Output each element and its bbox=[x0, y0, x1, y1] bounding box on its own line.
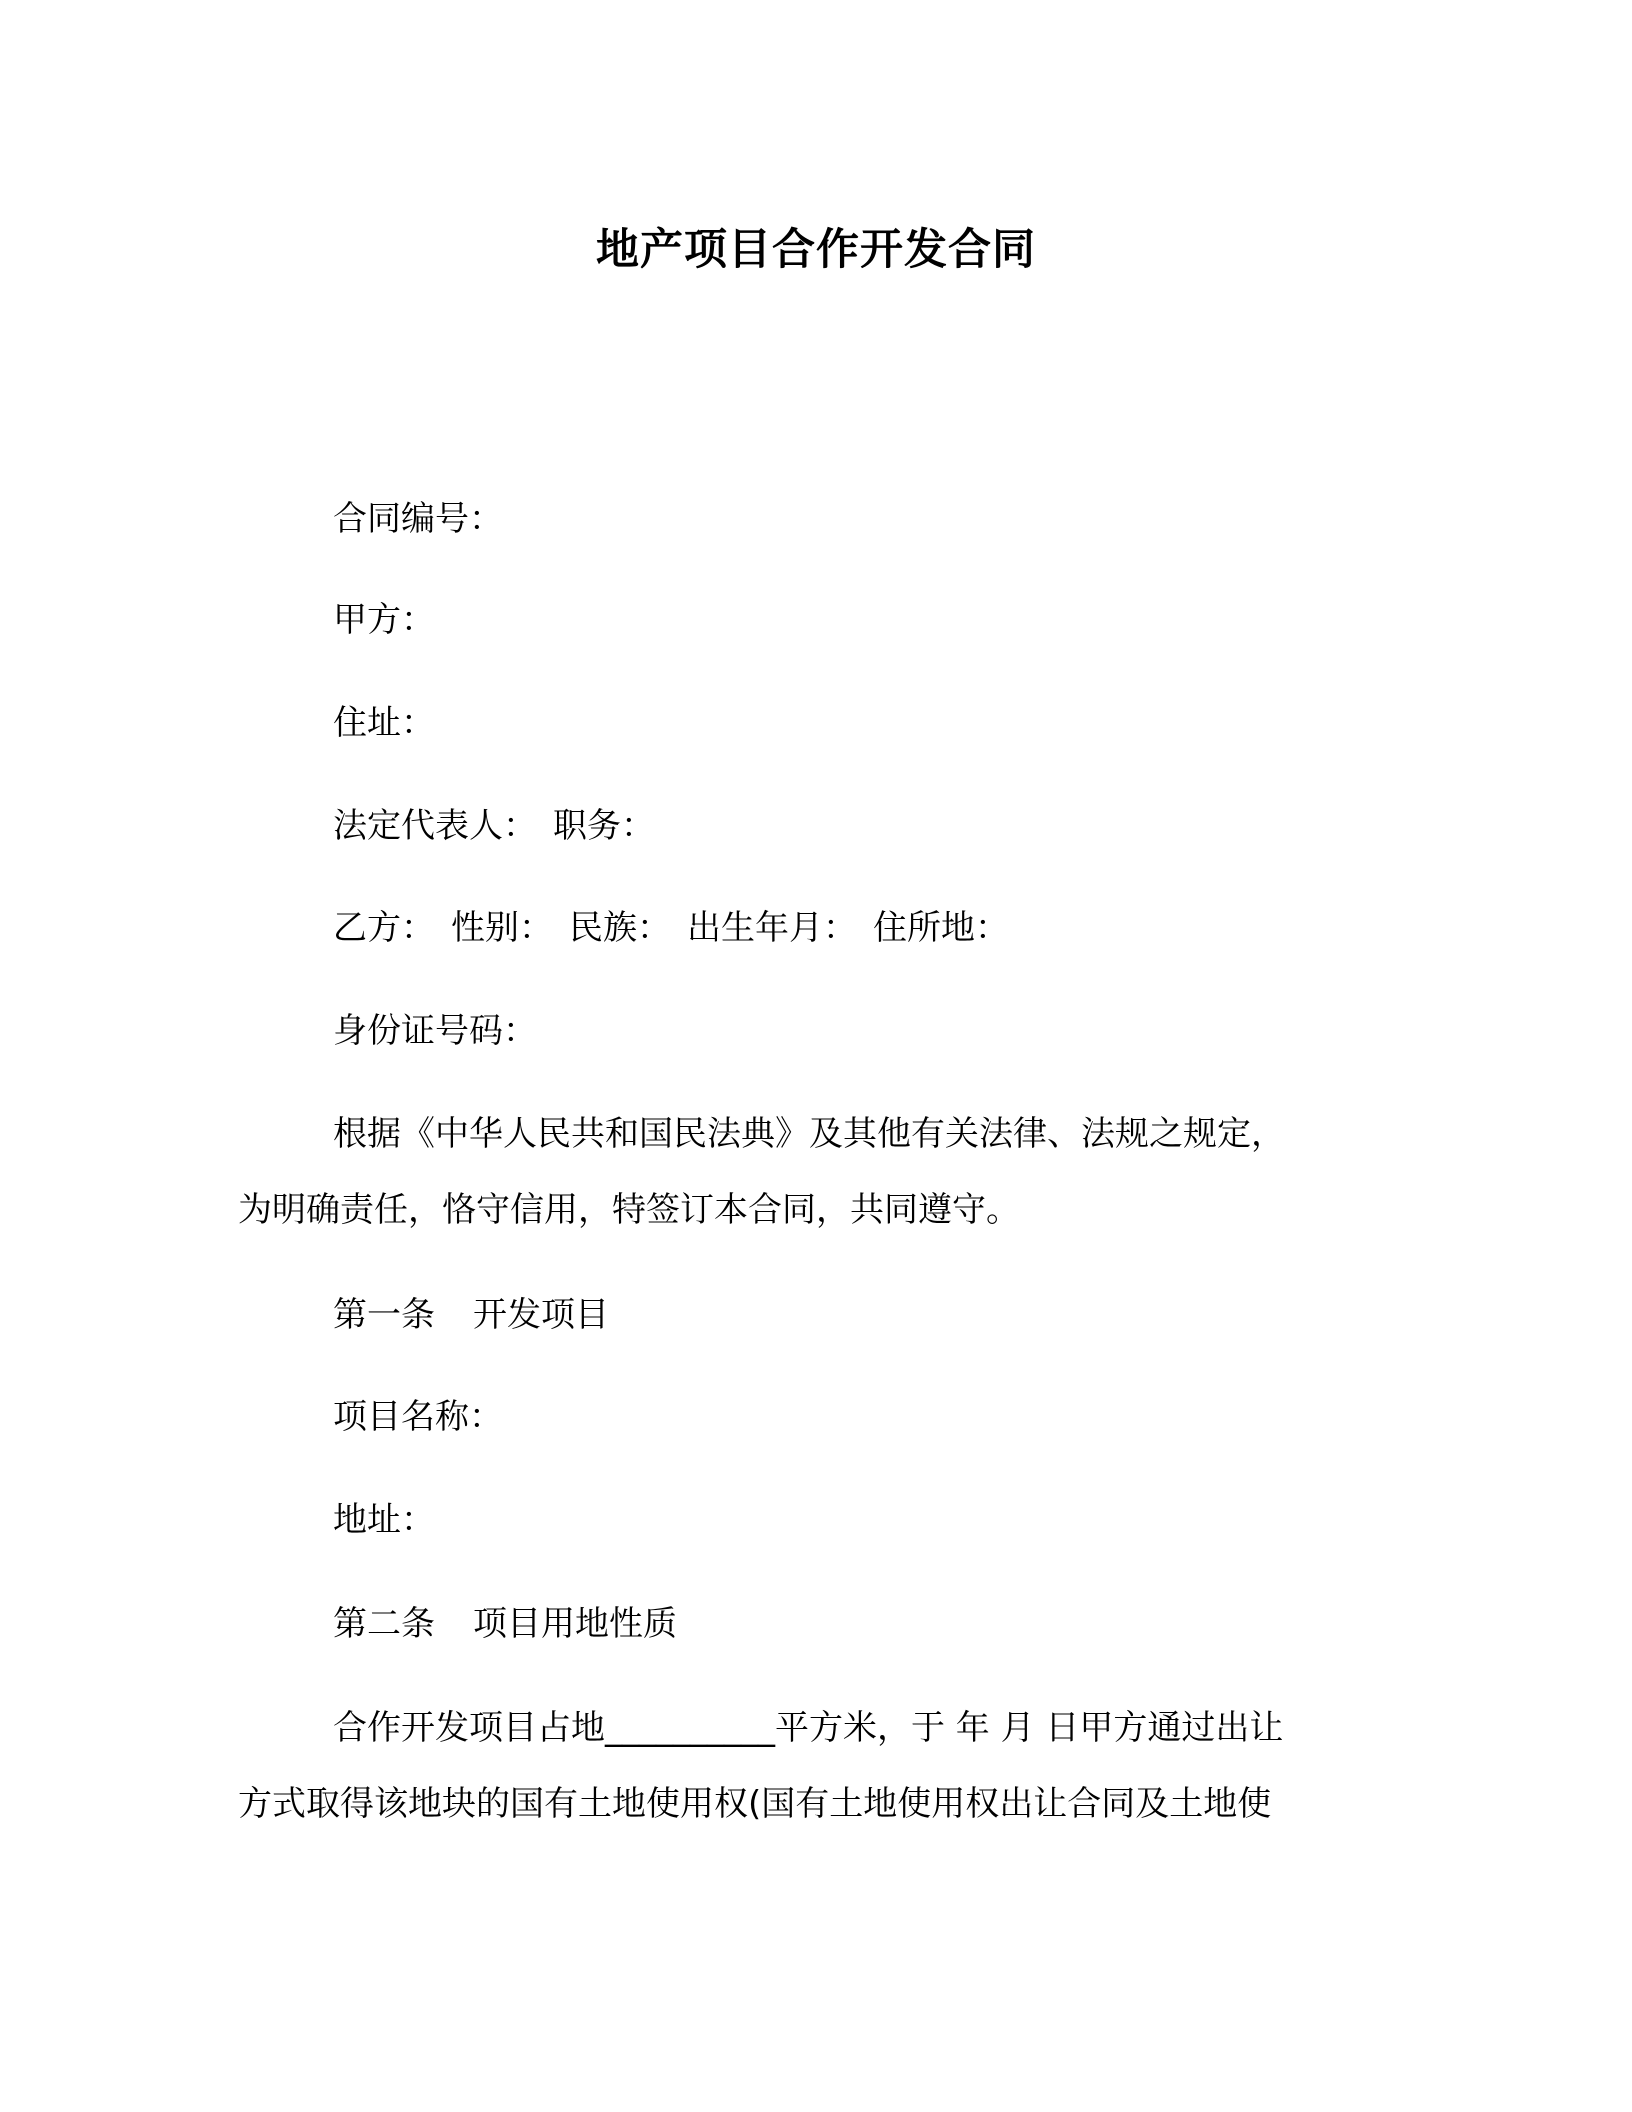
article-2-heading bbox=[333, 1602, 677, 1646]
article-1-number: 第一条 bbox=[333, 1295, 435, 1335]
document-title: 地产项目合作开发合同 bbox=[596, 225, 1036, 275]
preamble-line-2: 为明确责任，恪守信用，特签订本合同，共同遵守。 bbox=[238, 1190, 1020, 1230]
article-1-heading bbox=[333, 1293, 609, 1337]
address-line: 住址： bbox=[333, 703, 435, 743]
birth-label: 出生年月： bbox=[687, 908, 857, 948]
position-label: 职务： bbox=[553, 806, 655, 846]
preamble-line-1: 根据《中华人民共和国民法典》及其他有关法律、法规之规定， bbox=[333, 1114, 1285, 1154]
contract-number-line: 合同编号： bbox=[333, 499, 503, 539]
article-2-number: 第二条 bbox=[333, 1604, 435, 1644]
legal-representative-line bbox=[333, 804, 655, 848]
id-number-line: 身份证号码： bbox=[333, 1011, 537, 1051]
party-b-line bbox=[333, 906, 1009, 950]
legal-rep-label: 法定代表人： bbox=[333, 806, 537, 846]
gender-label: 性别： bbox=[451, 908, 553, 948]
article-1-title: 开发项目 bbox=[473, 1295, 609, 1335]
project-name-line: 项目名称： bbox=[333, 1397, 503, 1437]
party-b-label: 乙方： bbox=[333, 908, 435, 948]
body-line-1: 合作开发项目占地__________平方米，于 年 月 日甲方通过出让 bbox=[333, 1708, 1284, 1748]
party-a-line: 甲方： bbox=[333, 600, 435, 640]
ethnicity-label: 民族： bbox=[569, 908, 671, 948]
article-2-title: 项目用地性质 bbox=[473, 1604, 677, 1644]
residence-label: 住所地： bbox=[873, 908, 1009, 948]
project-address-line: 地址： bbox=[333, 1500, 435, 1540]
body-line-2: 方式取得该地块的国有土地使用权(国有土地使用权出让合同及土地使 bbox=[238, 1784, 1272, 1824]
